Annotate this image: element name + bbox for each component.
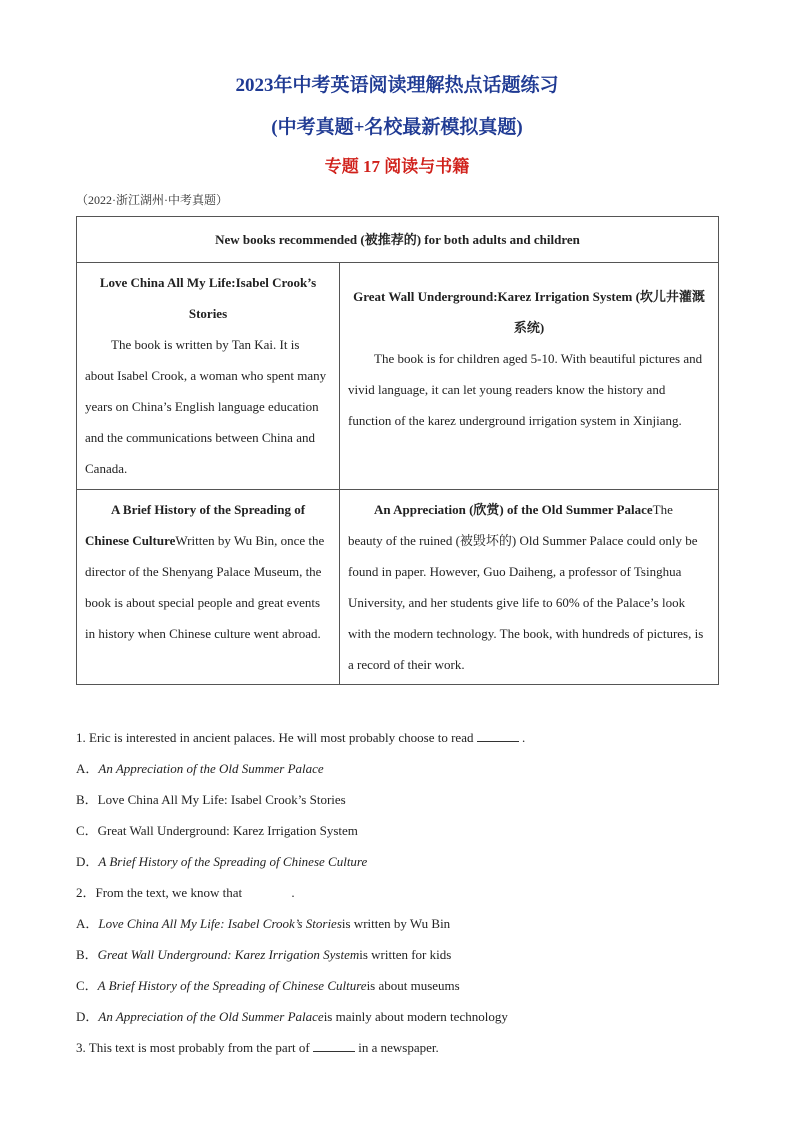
q2-option-a[interactable]: [76, 908, 736, 939]
q2-option-b[interactable]: [76, 939, 736, 970]
answer-blank: [477, 729, 519, 742]
book3-text: Written by Wu Bin, once the director of the Shenyang Palace Museum, the book is about special people and great events in history when Chinese culture went abroad.: [85, 533, 325, 641]
title-line-1: 2023年中考英语阅读理解热点话题练习: [235, 75, 559, 96]
option-text: is mainly about modern technology: [323, 1009, 508, 1024]
option-text: A Brief History of the Spreading of Chinese Culture: [98, 854, 368, 869]
book-cell-1: [77, 263, 340, 490]
book3-title: A Brief History of the Spreading of Chinese Culture: [85, 502, 306, 548]
option-text: is written by Wu Bin: [341, 916, 451, 931]
book1-title: Love China All My Life:Isabel Crook’s Stories: [99, 275, 317, 321]
option-label: B．: [76, 792, 98, 807]
question-2-stem: [76, 877, 736, 908]
q1-option-b[interactable]: [76, 784, 736, 815]
period: .: [291, 885, 295, 900]
q2-option-d[interactable]: [76, 1001, 736, 1032]
option-title: Great Wall Underground: Karez Irrigation System: [97, 947, 360, 962]
option-text: An Appreciation of the Old Summer Palace: [98, 761, 324, 776]
option-title: A Brief History of the Spreading of Chinese Culture: [97, 978, 367, 993]
option-label: D．: [76, 1009, 99, 1024]
option-label: C．: [76, 823, 98, 838]
option-label: B．: [76, 947, 98, 962]
book1-text: The book is written by Tan Kai. It is about Isabel Crook, a woman who spent many years on China’s English language education and the communications between China and Canada.: [85, 337, 327, 476]
q2-option-c[interactable]: [76, 970, 736, 1001]
option-title: An Appreciation of the Old Summer Palace: [98, 1009, 324, 1024]
q1-stem-text: 1. Eric is interested in ancient palaces. He will most probably choose to read: [76, 730, 474, 745]
books-table: [76, 216, 719, 685]
table-heading: New books recommended (被推荐的) for both adults and children: [77, 217, 719, 263]
option-text: is written for kids: [359, 947, 452, 962]
book-cell-4: [340, 490, 719, 685]
option-label: A．: [76, 761, 99, 776]
book2-text: The book is for children aged 5-10. With beautiful pictures and vivid language, it can let young readers know the history and function of the karez underground irrigation system in Xinjiang.: [348, 351, 703, 428]
q3-stem-text: 3. This text is most probably from the part of: [76, 1040, 310, 1055]
option-label: D．: [76, 854, 99, 869]
book4-text: The beauty of the ruined (被毁坏的) Old Summer Palace could only be found in paper. However, Guo Daiheng, a professor of Tsinghua University, and her students give life to 60% of the Palace’s look with the modern technology. The book, with hundreds of pictures, is a record of their work.: [348, 502, 704, 672]
book-cell-3: [77, 490, 340, 685]
option-text: is about museums: [366, 978, 460, 993]
book2-title: Great Wall Underground:Karez Irrigation System (坎儿井灌溉系统): [353, 289, 705, 335]
option-text: Love China All My Life: Isabel Crook’s Stories: [97, 792, 346, 807]
option-title: Love China All My Life: Isabel Crook’s Stories: [98, 916, 342, 931]
q1-option-d[interactable]: [76, 846, 736, 877]
period: .: [521, 730, 526, 745]
question-1-stem: [76, 722, 736, 753]
book-cell-2: [340, 263, 719, 490]
topic-title: 专题 17 阅读与书籍: [324, 157, 470, 176]
source-note: （2022·浙江湖州·中考真题）: [76, 193, 228, 207]
option-label: A．: [76, 916, 99, 931]
answer-blank: [313, 1039, 355, 1052]
title-line-2: (中考真题+名校最新模拟真题): [271, 117, 523, 138]
book4-title: An Appreciation (欣赏) of the Old Summer Palace: [374, 502, 653, 517]
q3-stem-end: in a newspaper.: [358, 1040, 439, 1055]
option-text: Great Wall Underground: Karez Irrigation System: [97, 823, 358, 838]
questions-section: [76, 722, 736, 1063]
q1-option-c[interactable]: [76, 815, 736, 846]
q1-option-a[interactable]: [76, 753, 736, 784]
question-3-stem: [76, 1032, 736, 1063]
q2-stem-text: 2．From the text, we know that: [76, 885, 243, 900]
option-label: C．: [76, 978, 98, 993]
